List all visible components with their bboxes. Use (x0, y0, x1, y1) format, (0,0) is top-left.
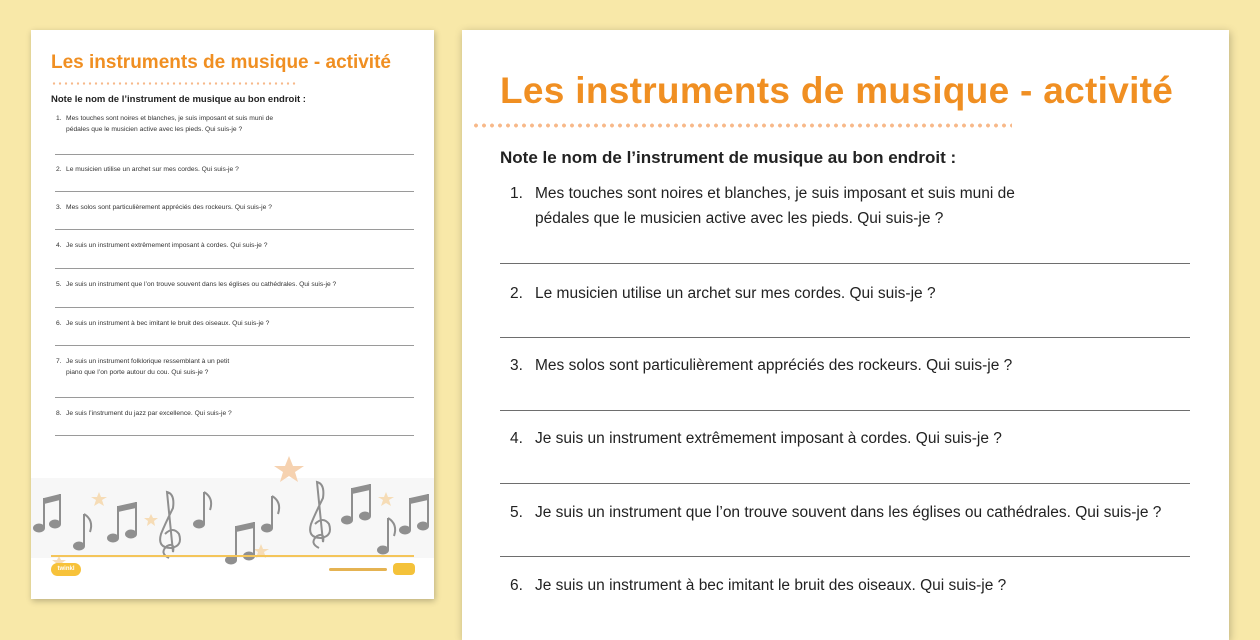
question-5: 5. Je suis un instrument que l’on trouve souvent dans les églises ou cathédrales. Qui suis-je ? (510, 504, 1162, 521)
worksheet-zoomed-view (462, 30, 1229, 640)
question-6: 6. Je suis un instrument à bec imitant le bruit des oiseaux. Qui suis-je ? (510, 577, 1007, 594)
answer-line[interactable] (500, 556, 1190, 557)
answer-line[interactable] (500, 483, 1190, 484)
thumbnail-title: Les instruments de musique - activité (51, 52, 391, 73)
thumbnail-question-1: 1. Mes touches sont noires et blanches, je suis imposant et suis muni de pédales que le musicien active avec les pieds. Qui suis-je ? (56, 115, 274, 133)
thumbnail-question-6: 6. Je suis un instrument à bec imitant le bruit des oiseaux. Qui suis-je ? (56, 320, 270, 327)
thumbnail-answer-line (55, 397, 414, 398)
question-4: 4. Je suis un instrument extrêmement imposant à cordes. Qui suis-je ? (510, 430, 1002, 447)
answer-line[interactable] (500, 337, 1190, 338)
thumbnail-question-7: 7. Je suis un instrument folklorique ressemblant à un petit piano que l’on porte autour du cou. Qui suis-je ? (56, 358, 230, 376)
thumbnail-answer-line (55, 307, 414, 308)
thumbnail-answer-line (55, 345, 414, 346)
thumbnail-question-8: 8. Je suis l’instrument du jazz par excellence. Qui suis-je ? (56, 410, 232, 417)
thumbnail-question-2: 2. Le musicien utilise un archet sur mes cordes. Qui suis-je ? (56, 166, 239, 173)
question-1: 1. Mes touches sont noires et blanches, je suis imposant et suis muni de pédales que le musicien active avec les pieds. Qui suis-je ? (510, 185, 1015, 227)
question-3: 3. Mes solos sont particulièrement appréciés des rockeurs. Qui suis-je ? (510, 357, 1013, 374)
twinkl-logo: twinkl (51, 563, 81, 576)
question-2: 2. Le musicien utilise un archet sur mes cordes. Qui suis-je ? (510, 285, 936, 302)
answer-line[interactable] (500, 410, 1190, 411)
thumbnail-question-4: 4. Je suis un instrument extrêmement imposant à cordes. Qui suis-je ? (56, 242, 268, 249)
music-notes-decoration (31, 448, 434, 578)
thumbnail-answer-line (55, 435, 414, 436)
thumbnail-answer-line (55, 268, 414, 269)
footer-badge-icon (393, 563, 415, 575)
instruction-text: Note le nom de l’instrument de musique au bon endroit : (500, 148, 957, 167)
thumbnail-question-5: 5. Je suis un instrument que l’on trouve souvent dans les églises ou cathédrales. Qui suis-je ? (56, 281, 337, 288)
thumbnail-footer-text (329, 568, 387, 571)
dotted-divider (472, 123, 1012, 128)
answer-line[interactable] (500, 263, 1190, 264)
page-title: Les instruments de musique - activité (500, 70, 1174, 111)
thumbnail-dotted-divider (51, 82, 296, 85)
worksheet-thumbnail[interactable] (31, 30, 434, 599)
thumbnail-instruction: Note le nom de l’instrument de musique au bon endroit : (51, 94, 306, 105)
thumbnail-footer-line (51, 555, 414, 557)
thumbnail-answer-line (55, 191, 414, 192)
thumbnail-answer-line (55, 229, 414, 230)
thumbnail-answer-line (55, 154, 414, 155)
thumbnail-question-3: 3. Mes solos sont particulièrement appréciés des rockeurs. Qui suis-je ? (56, 204, 272, 211)
